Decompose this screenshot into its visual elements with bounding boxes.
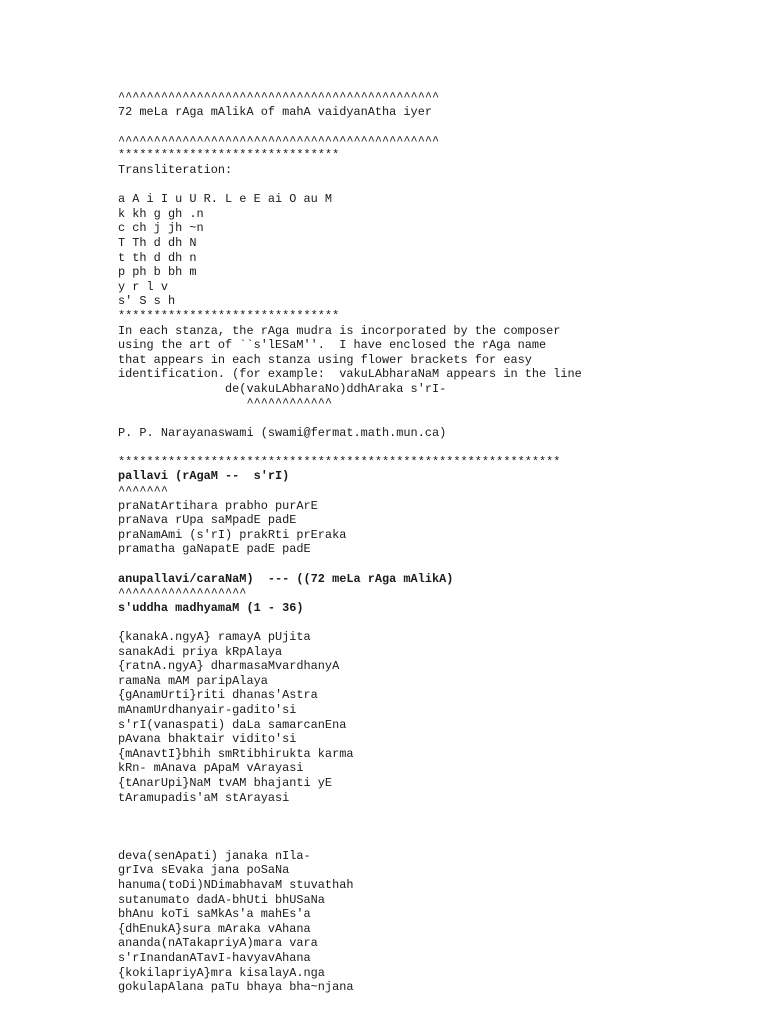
intro-example-line: de(vakuLAbharaNo)ddhAraka s'rI- (118, 381, 447, 396)
intro-line: that appears in each stanza using flower brackets for easy (118, 352, 532, 367)
author-credit: P. P. Narayanaswami (swami@fermat.math.mun.ca) (118, 425, 447, 440)
pallavi-line: praNatArtihara prabho purArE (118, 498, 318, 513)
stanza-line: sanakAdi priya kRpAlaya (118, 644, 283, 659)
transliteration-row: T Th d dh N (118, 235, 197, 250)
spacer (118, 411, 758, 426)
anupallavi-underline: ^^^^^^^^^^^^^^^^^^ (118, 586, 247, 601)
transliteration-row: s' S s h (118, 294, 176, 309)
transliteration-row: p ph b bh m (118, 265, 197, 280)
pallavi-heading: pallavi (rAgaM -- s'rI) (118, 469, 290, 484)
pallavi-line: praNamAmi (s'rI) prakRti prEraka (118, 527, 347, 542)
document-title: 72 meLa rAga mAlikA of mahA vaidyanAtha iyer (118, 104, 432, 119)
spacer (118, 820, 758, 835)
transliteration-heading: Transliteration: (118, 162, 233, 177)
stanza-line: hanuma(toDi)NDimabhavaM stuvathah (118, 878, 354, 893)
transliteration-row: a A i I u U R. L e E ai O au M (118, 192, 333, 207)
stanza-line: bhAnu koTi saMkAs'a mahEs'a (118, 907, 311, 922)
spacer (118, 178, 758, 193)
stanza-line: kRn- mAnava pApaM vArayasi (118, 761, 304, 776)
stanza-line: mAnamUrdhanyair-gadito'si (118, 702, 297, 717)
star-rule: ******************************* (118, 148, 340, 163)
spacer (118, 440, 758, 455)
star-rule: ******************************* (118, 308, 340, 323)
stanza-line: ramaNa mAM paripAlaya (118, 673, 268, 688)
stanza-line: {mAnavtI}bhih smRtibhirukta karma (118, 746, 354, 761)
spacer (118, 557, 758, 572)
pallavi-line: pramatha gaNapatE padE padE (118, 542, 311, 557)
stanza-line: tAramupadis'aM stArayasi (118, 790, 290, 805)
section-heading: s'uddha madhyamaM (1 - 36) (118, 600, 304, 615)
star-rule: ************************************************************** (118, 454, 561, 469)
transliteration-row: k kh g gh .n (118, 206, 204, 221)
transliteration-row: c ch j jh ~n (118, 221, 204, 236)
spacer (118, 119, 758, 134)
intro-line: In each stanza, the rAga mudra is incorporated by the composer (118, 323, 561, 338)
stanza-line: deva(senApati) janaka nIla- (118, 848, 311, 863)
spacer (118, 805, 758, 820)
spacer (118, 615, 758, 630)
spacer (118, 834, 758, 849)
intro-line: using the art of ``s'lESaM''. I have enclosed the rAga name (118, 338, 547, 353)
transliteration-row: y r l v (118, 279, 168, 294)
pallavi-underline: ^^^^^^^ (118, 484, 168, 499)
anupallavi-heading: anupallavi/caraNaM) --- ((72 meLa rAga mAlikA) (118, 571, 454, 586)
stanza-line: s'rInandanATavI-havyavAhana (118, 951, 311, 966)
stanza-line: grIva sEvaka jana poSaNa (118, 863, 290, 878)
stanza-line: {kokilapriyA}mra kisalayA.nga (118, 965, 325, 980)
transliteration-row: t th d dh n (118, 250, 197, 265)
intro-line: identification. (for example: vakuLAbharaNaM appears in the line (118, 367, 582, 382)
stanza-line: ananda(nATakapriyA)mara vara (118, 936, 318, 951)
caret-rule-bottom: ^^^^^^^^^^^^^^^^^^^^^^^^^^^^^^^^^^^^^^^^^^^^^ (118, 133, 440, 148)
stanza-line: {kanakA.ngyA} ramayA pUjita (118, 629, 311, 644)
pallavi-line: praNava rUpa saMpadE padE (118, 513, 297, 528)
stanza-line: {tAnarUpi}NaM tvAM bhajanti yE (118, 775, 333, 790)
stanza-line: gokulapAlana paTu bhaya bha~njana (118, 980, 354, 995)
stanza-line: sutanumato dadA-bhUti bhUSaNa (118, 892, 325, 907)
caret-rule-top: ^^^^^^^^^^^^^^^^^^^^^^^^^^^^^^^^^^^^^^^^^^^^^ (118, 90, 440, 104)
intro-example-underline: ^^^^^^^^^^^^ (118, 396, 333, 411)
stanza-line: s'rI(vanaspati) daLa samarcanEna (118, 717, 347, 732)
stanza-line: {dhEnukA}sura mAraka vAhana (118, 921, 311, 936)
stanza-line: {gAnamUrti}riti dhanas'Astra (118, 688, 318, 703)
document-page (118, 90, 758, 995)
stanza-line: {ratnA.ngyA} dharmasaMvardhanyA (118, 659, 340, 674)
stanza-line: pAvana bhaktair vidito'si (118, 732, 297, 747)
